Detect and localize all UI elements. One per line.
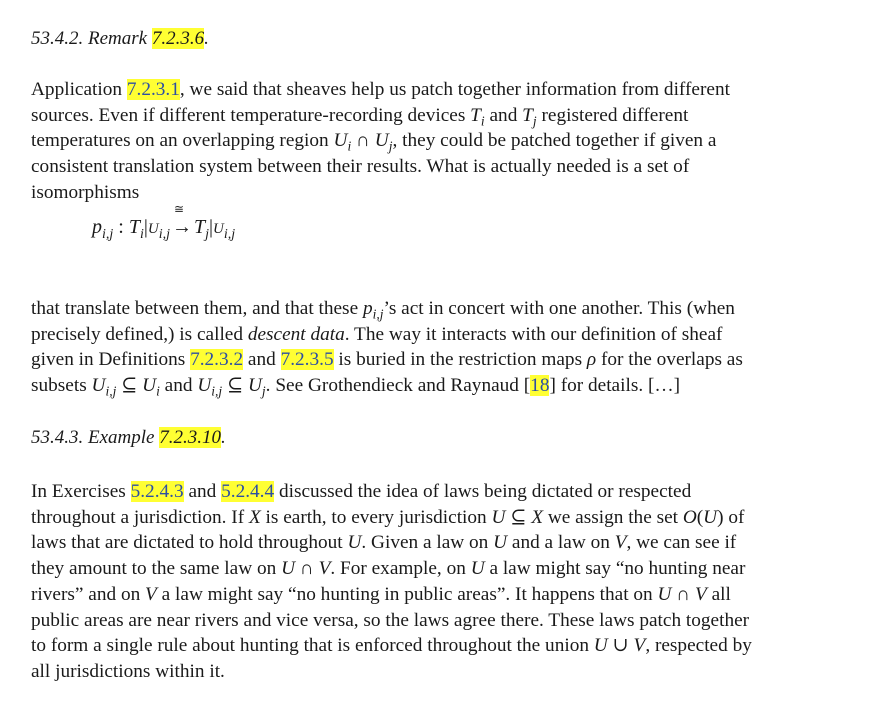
definition-ref-link-1[interactable]: 7.2.3.2	[190, 349, 244, 371]
example-heading: 53.4.3. Example 7.2.3.10.	[31, 427, 226, 448]
example-paragraph: In Exercises 5.2.4.3 and 5.2.4.4 discussed the idea of laws being dictated or respected throughout a jurisdiction. If X is earth, to every jurisdiction U ⊆ X we assign the set O(U) of laws that are dictated to hold throughout U. Given a law on U and a law on V, we can see if they amount to the same law on U ∩ V. For example, on U a law might say “no hunting near rivers” and on V a law might say “no hunting in public areas”. It happens that on U ∩ V all public areas are near rivers and vice versa, so the laws agree there. These laws patch together to form a single rule about hunting that is enforced throughout the union U ∪ V, respected by all jurisdictions within it.	[31, 481, 752, 682]
iso-arrow: ≅ →	[172, 202, 192, 238]
remark-paragraph-1: Application 7.2.3.1, we said that sheaves help us patch together information from different sources. Even if different temperature-recording devices $T_i$ and $T_j$ registered different temperatures on an overlapping region $U_i$ ∩ $U_j$, they could be patched together if given a consistent translation system between their results. What is actually needed is a set of isomorphisms	[31, 79, 730, 203]
definition-ref-link-2[interactable]: 7.2.3.5	[280, 349, 334, 371]
citation-ref-link[interactable]: 18	[530, 375, 550, 397]
isomorphism-formula: $p_{i,j}$ : $T_i|U_{i,j}$ ≅ → $T_j|U_{i,j}$	[92, 202, 236, 242]
application-ref-link[interactable]: 7.2.3.1	[126, 79, 180, 100]
exercise-ref-link-2[interactable]: 5.2.4.4	[221, 481, 275, 502]
remark-heading: 53.4.2. Remark 7.2.3.6.	[31, 28, 209, 49]
example-ref-link[interactable]: 7.2.3.10	[159, 427, 221, 448]
remark-ref-link[interactable]: 7.2.3.6	[151, 28, 205, 49]
exercise-ref-link-1[interactable]: 5.2.4.3	[130, 481, 184, 502]
remark-paragraph-2: that translate between them, and that these $p_{i,j}’s$ act in concert with one another. This (when precisely defined,) is called descent data. The way it interacts with our definition of sheaf given in Definitions 7.2.3.2 and 7.2.3.5 is buried in the restriction maps ρ for the overlaps as subsets $U_{i,j}$ ⊆ $U_i$ and $U_{i,j}$ ⊆ $U_j$. See Grothendieck and Raynaud [18] for details. […]	[31, 298, 743, 399]
